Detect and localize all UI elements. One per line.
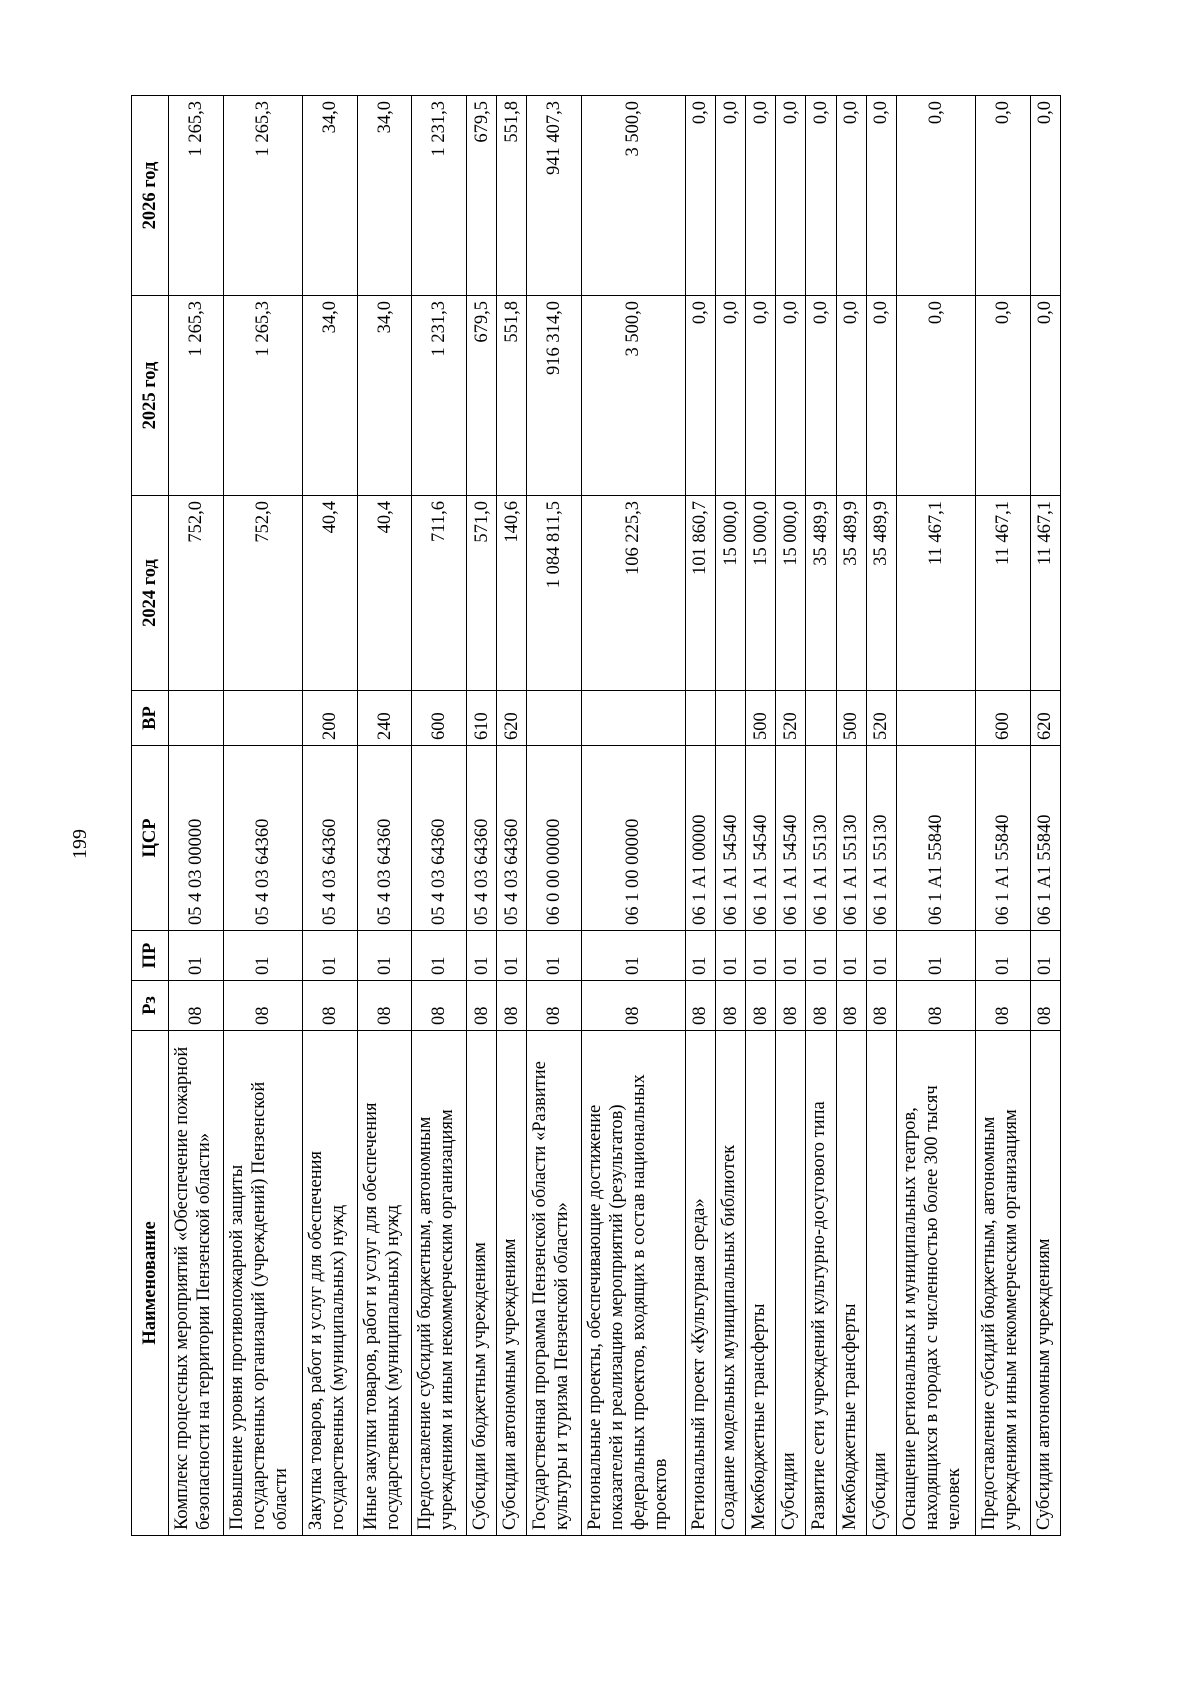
- cell-csr: 06 1 А1 55130: [866, 746, 896, 931]
- cell-pr: 01: [866, 931, 896, 981]
- cell-vr: [223, 691, 302, 746]
- cell-2025: 0,0: [1030, 296, 1060, 496]
- cell-name: Региональные проекты, обеспечивающие достижение показателей и реализацию мероприятий (результатов) федеральных проектов, входящих в состав национальных проектов: [582, 1031, 686, 1536]
- cell-2024: 106 225,3: [582, 496, 686, 691]
- cell-vr: [169, 691, 224, 746]
- cell-csr: 06 1 А1 55130: [806, 746, 836, 931]
- cell-2024: 752,0: [169, 496, 224, 691]
- cell-2024: 11 467,1: [896, 496, 975, 691]
- cell-name: Субсидии бюджетным учреждениям: [467, 1031, 497, 1536]
- cell-csr: 05 4 03 64360: [357, 746, 412, 931]
- cell-csr: 06 1 А1 55840: [976, 746, 1031, 931]
- cell-2025: 551,8: [497, 296, 527, 496]
- cell-rz: 08: [776, 981, 806, 1031]
- cell-2025: 0,0: [746, 296, 776, 496]
- cell-pr: 01: [1030, 931, 1060, 981]
- cell-pr: 01: [716, 931, 746, 981]
- cell-2025: 679,5: [467, 296, 497, 496]
- cell-2026: 0,0: [1030, 96, 1060, 296]
- cell-2026: 0,0: [806, 96, 836, 296]
- cell-2024: 15 000,0: [746, 496, 776, 691]
- budget-table: [131, 95, 1061, 1536]
- table-row: [776, 96, 806, 1536]
- cell-rz: 08: [866, 981, 896, 1031]
- cell-vr: 500: [836, 691, 866, 746]
- cell-2026: 3 500,0: [582, 96, 686, 296]
- cell-csr: 06 1 А1 55840: [1030, 746, 1060, 931]
- cell-2024: 101 860,7: [685, 496, 715, 691]
- cell-2026: 0,0: [746, 96, 776, 296]
- cell-name: Оснащение региональных и муниципальных театров, находящихся в городах с численностью более 300 тысяч человек: [896, 1031, 975, 1536]
- cell-csr: 05 4 03 64360: [467, 746, 497, 931]
- cell-name: Комплекс процессных мероприятий «Обеспечение пожарной безопасности на территории Пензенской области»: [169, 1031, 224, 1536]
- table-row: [896, 96, 975, 1536]
- cell-2024: 15 000,0: [716, 496, 746, 691]
- cell-csr: 05 4 03 64360: [223, 746, 302, 931]
- cell-vr: 600: [412, 691, 467, 746]
- cell-2025: 0,0: [716, 296, 746, 496]
- cell-vr: [685, 691, 715, 746]
- cell-2024: 1 084 811,5: [527, 496, 582, 691]
- cell-pr: 01: [223, 931, 302, 981]
- cell-name: Субсидии: [776, 1031, 806, 1536]
- cell-csr: 05 4 03 00000: [169, 746, 224, 931]
- cell-2026: 34,0: [302, 96, 357, 296]
- table-row: [527, 96, 582, 1536]
- cell-name: Создание модельных муниципальных библиотек: [716, 1031, 746, 1536]
- table-row: [357, 96, 412, 1536]
- table-row: [582, 96, 686, 1536]
- cell-rz: 08: [1030, 981, 1060, 1031]
- cell-2026: 941 407,3: [527, 96, 582, 296]
- table-row: [685, 96, 715, 1536]
- cell-pr: 01: [896, 931, 975, 981]
- cell-vr: [806, 691, 836, 746]
- table-row: [1030, 96, 1060, 1536]
- page-number: 199: [69, 829, 91, 859]
- cell-2026: 0,0: [866, 96, 896, 296]
- cell-name: Субсидии: [866, 1031, 896, 1536]
- cell-2026: 0,0: [836, 96, 866, 296]
- table-row: [223, 96, 302, 1536]
- cell-rz: 08: [976, 981, 1031, 1031]
- cell-2025: 1 231,3: [412, 296, 467, 496]
- cell-name: Иные закупки товаров, работ и услуг для обеспечения государственных (муниципальных) нужд: [357, 1031, 412, 1536]
- table-row: [806, 96, 836, 1536]
- cell-2026: 34,0: [357, 96, 412, 296]
- cell-rz: 08: [685, 981, 715, 1031]
- cell-2025: 916 314,0: [527, 296, 582, 496]
- cell-rz: 08: [806, 981, 836, 1031]
- header-pr: ПР: [132, 931, 169, 981]
- cell-rz: 08: [497, 981, 527, 1031]
- cell-vr: 500: [746, 691, 776, 746]
- cell-name: Предоставление субсидий бюджетным, автономным учреждениям и иным некоммерческим организациям: [412, 1031, 467, 1536]
- header-2026: 2026 год: [132, 96, 169, 296]
- table-header-row: [132, 96, 169, 1536]
- table-row: [302, 96, 357, 1536]
- cell-rz: 08: [582, 981, 686, 1031]
- table-row: [467, 96, 497, 1536]
- cell-csr: 06 0 00 00000: [527, 746, 582, 931]
- cell-vr: 520: [776, 691, 806, 746]
- cell-pr: 01: [527, 931, 582, 981]
- cell-name: Повышение уровня противопожарной защиты государственных организаций (учреждений) Пензенской области: [223, 1031, 302, 1536]
- cell-csr: 06 1 00 00000: [582, 746, 686, 931]
- cell-2024: 11 467,1: [976, 496, 1031, 691]
- cell-2024: 35 489,9: [806, 496, 836, 691]
- cell-2024: 752,0: [223, 496, 302, 691]
- header-csr: ЦСР: [132, 746, 169, 931]
- cell-2025: 3 500,0: [582, 296, 686, 496]
- table-row: [836, 96, 866, 1536]
- cell-vr: 600: [976, 691, 1031, 746]
- cell-vr: [716, 691, 746, 746]
- cell-2026: 679,5: [467, 96, 497, 296]
- cell-name: Государственная программа Пензенской области «Развитие культуры и туризма Пензенской области»: [527, 1031, 582, 1536]
- cell-vr: [582, 691, 686, 746]
- cell-2025: 0,0: [976, 296, 1031, 496]
- cell-2024: 35 489,9: [866, 496, 896, 691]
- cell-csr: 05 4 03 64360: [497, 746, 527, 931]
- cell-2026: 0,0: [716, 96, 746, 296]
- cell-rz: 08: [467, 981, 497, 1031]
- cell-vr: 610: [467, 691, 497, 746]
- cell-pr: 01: [746, 931, 776, 981]
- cell-pr: 01: [806, 931, 836, 981]
- cell-rz: 08: [302, 981, 357, 1031]
- cell-name: Развитие сети учреждений культурно-досугового типа: [806, 1031, 836, 1536]
- cell-2026: 551,8: [497, 96, 527, 296]
- header-rz: Рз: [132, 981, 169, 1031]
- cell-2026: 1 265,3: [169, 96, 224, 296]
- cell-name: Субсидии автономным учреждениям: [497, 1031, 527, 1536]
- cell-csr: 06 1 А1 54540: [776, 746, 806, 931]
- cell-vr: [527, 691, 582, 746]
- table-body: [169, 96, 1061, 1536]
- cell-rz: 08: [169, 981, 224, 1031]
- cell-csr: 06 1 А1 54540: [716, 746, 746, 931]
- cell-2025: 34,0: [302, 296, 357, 496]
- cell-2024: 35 489,9: [836, 496, 866, 691]
- cell-2026: 0,0: [976, 96, 1031, 296]
- cell-2025: 1 265,3: [223, 296, 302, 496]
- cell-rz: 08: [836, 981, 866, 1031]
- cell-2024: 40,4: [302, 496, 357, 691]
- cell-2025: 0,0: [896, 296, 975, 496]
- table-row: [866, 96, 896, 1536]
- cell-name: Предоставление субсидий бюджетным, автономным учреждениям и иным некоммерческим организациям: [976, 1031, 1031, 1536]
- cell-2025: 0,0: [685, 296, 715, 496]
- cell-csr: 05 4 03 64360: [412, 746, 467, 931]
- cell-pr: 01: [302, 931, 357, 981]
- cell-name: Межбюджетные трансферты: [746, 1031, 776, 1536]
- cell-2024: 571,0: [467, 496, 497, 691]
- header-vr: ВР: [132, 691, 169, 746]
- budget-table-rotated: [131, 96, 1061, 1536]
- cell-pr: 01: [357, 931, 412, 981]
- table-row: [497, 96, 527, 1536]
- cell-2024: 15 000,0: [776, 496, 806, 691]
- cell-2026: 1 231,3: [412, 96, 467, 296]
- cell-2026: 1 265,3: [223, 96, 302, 296]
- cell-name: Региональный проект «Культурная среда»: [685, 1031, 715, 1536]
- cell-vr: 200: [302, 691, 357, 746]
- cell-name: Субсидии автономным учреждениям: [1030, 1031, 1060, 1536]
- cell-2026: 0,0: [896, 96, 975, 296]
- cell-pr: 01: [685, 931, 715, 981]
- cell-vr: 240: [357, 691, 412, 746]
- cell-2024: 40,4: [357, 496, 412, 691]
- table-row: [716, 96, 746, 1536]
- cell-rz: 08: [716, 981, 746, 1031]
- cell-rz: 08: [412, 981, 467, 1031]
- table-row: [412, 96, 467, 1536]
- cell-pr: 01: [582, 931, 686, 981]
- cell-2026: 0,0: [776, 96, 806, 296]
- cell-rz: 08: [527, 981, 582, 1031]
- cell-2025: 0,0: [866, 296, 896, 496]
- header-2024: 2024 год: [132, 496, 169, 691]
- cell-pr: 01: [776, 931, 806, 981]
- cell-rz: 08: [223, 981, 302, 1031]
- cell-pr: 01: [976, 931, 1031, 981]
- cell-2025: 34,0: [357, 296, 412, 496]
- cell-csr: 06 1 А1 54540: [746, 746, 776, 931]
- cell-pr: 01: [412, 931, 467, 981]
- cell-name: Закупка товаров, работ и услуг для обеспечения государственных (муниципальных) нужд: [302, 1031, 357, 1536]
- cell-vr: [896, 691, 975, 746]
- cell-vr: 620: [497, 691, 527, 746]
- cell-2025: 1 265,3: [169, 296, 224, 496]
- header-2025: 2025 год: [132, 296, 169, 496]
- cell-rz: 08: [357, 981, 412, 1031]
- cell-rz: 08: [896, 981, 975, 1031]
- cell-csr: 06 1 А1 55840: [896, 746, 975, 931]
- cell-vr: 520: [866, 691, 896, 746]
- table-row: [976, 96, 1031, 1536]
- cell-2024: 711,6: [412, 496, 467, 691]
- header-name: Наименование: [132, 1031, 169, 1536]
- table-row: [169, 96, 224, 1536]
- cell-pr: 01: [169, 931, 224, 981]
- cell-pr: 01: [836, 931, 866, 981]
- cell-pr: 01: [467, 931, 497, 981]
- cell-2026: 0,0: [685, 96, 715, 296]
- cell-csr: 06 1 А1 55130: [836, 746, 866, 931]
- cell-vr: 620: [1030, 691, 1060, 746]
- cell-2025: 0,0: [776, 296, 806, 496]
- cell-rz: 08: [746, 981, 776, 1031]
- cell-2024: 11 467,1: [1030, 496, 1060, 691]
- cell-pr: 01: [497, 931, 527, 981]
- table-row: [746, 96, 776, 1536]
- cell-2024: 140,6: [497, 496, 527, 691]
- cell-csr: 06 1 А1 00000: [685, 746, 715, 931]
- cell-csr: 05 4 03 64360: [302, 746, 357, 931]
- cell-2025: 0,0: [836, 296, 866, 496]
- cell-2025: 0,0: [806, 296, 836, 496]
- cell-name: Межбюджетные трансферты: [836, 1031, 866, 1536]
